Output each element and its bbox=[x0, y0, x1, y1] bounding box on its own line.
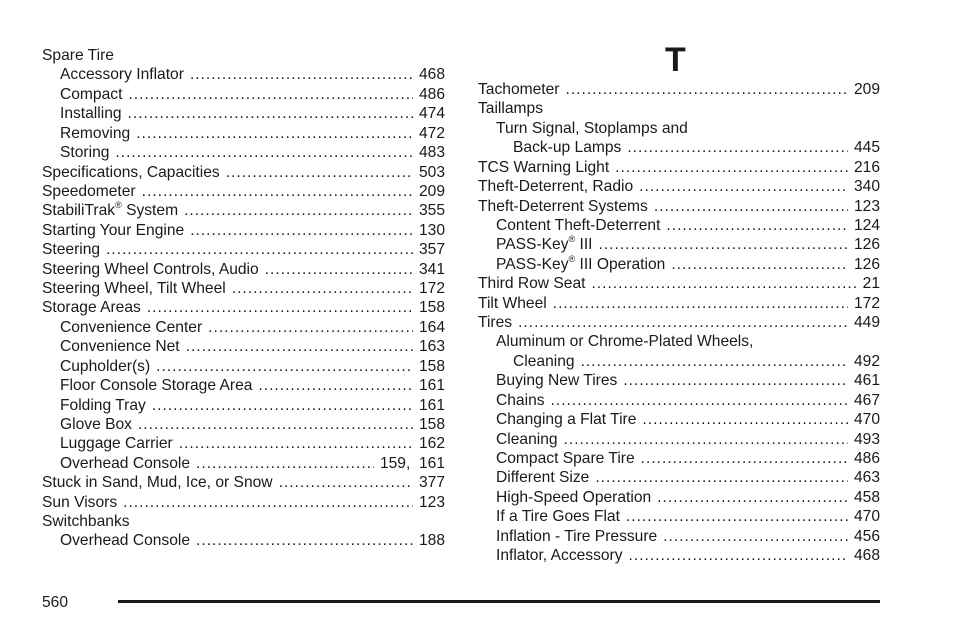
index-entry-page: 468 bbox=[853, 547, 880, 565]
index-entry bbox=[42, 104, 445, 123]
index-entry-page: 470 bbox=[853, 411, 880, 429]
dot-leader bbox=[581, 352, 848, 371]
index-entry bbox=[478, 449, 880, 468]
index-entry-label: Tilt Wheel bbox=[478, 294, 547, 312]
page-number: 560 bbox=[42, 594, 69, 611]
index-entry-page: 130 bbox=[418, 221, 445, 239]
index-entry-page: 188 bbox=[418, 532, 445, 550]
index-entry bbox=[42, 143, 445, 162]
index-entry bbox=[478, 527, 880, 546]
dot-leader bbox=[123, 493, 413, 512]
dot-leader bbox=[128, 85, 413, 104]
index-entry-label: Specifications, Capacities bbox=[42, 163, 220, 181]
index-entry bbox=[42, 396, 445, 415]
index-entry bbox=[478, 313, 880, 332]
index-entry-page: 486 bbox=[853, 449, 880, 467]
index-entry-page: 449 bbox=[853, 314, 880, 332]
index-entry bbox=[42, 279, 445, 298]
index-entry-label: Compact Spare Tire bbox=[496, 449, 635, 467]
index-entry bbox=[42, 124, 445, 143]
dot-leader bbox=[186, 337, 413, 356]
index-entry-page: 461 bbox=[853, 372, 880, 390]
index-entry bbox=[42, 434, 445, 453]
index-entry bbox=[42, 512, 445, 531]
index-entry-page: 158 bbox=[418, 415, 445, 433]
index-entry bbox=[478, 430, 880, 449]
index-entry bbox=[478, 255, 880, 274]
dot-leader bbox=[591, 274, 856, 293]
index-entry-page: 123 bbox=[853, 197, 880, 215]
index-entry bbox=[42, 376, 445, 395]
index-entry-label: Aluminum or Chrome-Plated Wheels, bbox=[496, 333, 754, 351]
index-entry-page: 341 bbox=[418, 260, 445, 278]
registered-mark: ® bbox=[568, 254, 576, 264]
index-entry bbox=[42, 240, 445, 259]
index-entry-label: Tires bbox=[478, 314, 513, 332]
index-entry bbox=[478, 468, 880, 487]
index-entry bbox=[478, 138, 880, 157]
dot-leader bbox=[564, 430, 848, 449]
index-entry-label: Cupholder(s) bbox=[60, 357, 151, 375]
index-entry bbox=[42, 454, 445, 473]
index-entry-label: Glove Box bbox=[60, 415, 132, 433]
index-entry-page: 493 bbox=[853, 430, 880, 448]
dot-leader bbox=[553, 294, 848, 313]
index-entry-page: 158 bbox=[418, 299, 445, 317]
index-entry-page: 126 bbox=[853, 255, 880, 273]
index-entry bbox=[478, 294, 880, 313]
index-entry bbox=[478, 546, 880, 565]
dot-leader bbox=[265, 260, 413, 279]
index-entry-page: 126 bbox=[853, 236, 880, 254]
dot-leader bbox=[599, 235, 848, 254]
dot-leader bbox=[639, 177, 848, 196]
index-entry-label: Storage Areas bbox=[42, 299, 141, 317]
dot-leader bbox=[615, 158, 848, 177]
index-entry-page: 355 bbox=[418, 202, 445, 220]
index-entry-label: Stuck in Sand, Mud, Ice, or Snow bbox=[42, 474, 273, 492]
index-entry-label: Theft-Deterrent Systems bbox=[478, 197, 648, 215]
index-entry-label: TCS Warning Light bbox=[478, 158, 610, 176]
index-entry-page: 123 bbox=[418, 493, 445, 511]
dot-leader bbox=[142, 182, 413, 201]
index-entry-label: Starting Your Engine bbox=[42, 221, 185, 239]
index-entry-page: 467 bbox=[853, 391, 880, 409]
index-entry-page: 474 bbox=[418, 105, 445, 123]
index-entry-label: Turn Signal, Stoplamps and bbox=[496, 119, 688, 137]
index-entry bbox=[42, 85, 445, 104]
index-entry bbox=[478, 235, 880, 254]
index-entry-label: Cleaning bbox=[496, 430, 558, 448]
index-entry-page: 470 bbox=[853, 508, 880, 526]
dot-leader bbox=[232, 279, 413, 298]
index-entry-page: 503 bbox=[418, 163, 445, 181]
index-entry-page: 340 bbox=[853, 178, 880, 196]
dot-leader bbox=[152, 396, 413, 415]
index-entry-label: Different Size bbox=[496, 469, 590, 487]
index-entry-page: 492 bbox=[853, 352, 880, 370]
index-entry-label: Sun Visors bbox=[42, 493, 118, 511]
dot-leader bbox=[627, 138, 848, 157]
index-entry-label: Theft-Deterrent, Radio bbox=[478, 178, 634, 196]
index-entry bbox=[42, 493, 445, 512]
index-entry-page: 456 bbox=[853, 527, 880, 545]
index-entry bbox=[42, 221, 445, 240]
index-entry-page: 172 bbox=[853, 294, 880, 312]
index-entry-label: Steering bbox=[42, 241, 101, 259]
index-entry-label: Content Theft-Deterrent bbox=[496, 216, 661, 234]
dot-leader bbox=[136, 124, 413, 143]
index-entry-label: Installing bbox=[60, 105, 122, 123]
index-entry-label: Inflator, Accessory bbox=[496, 547, 623, 565]
index-entry-page: 124 bbox=[853, 216, 880, 234]
index-entry-page: 377 bbox=[418, 474, 445, 492]
index-entry bbox=[478, 488, 880, 507]
index-entry bbox=[478, 410, 880, 429]
index-entry-page: 162 bbox=[418, 435, 445, 453]
index-entry-page: 164 bbox=[418, 318, 445, 336]
index-entry bbox=[478, 119, 880, 138]
dot-leader bbox=[279, 473, 413, 492]
index-entry-label: Steering Wheel, Tilt Wheel bbox=[42, 280, 226, 298]
index-entry bbox=[478, 99, 880, 118]
index-entry-label: Accessory Inflator bbox=[60, 66, 184, 84]
index-entry-page: 158 bbox=[418, 357, 445, 375]
index-entry bbox=[478, 80, 880, 99]
dot-leader bbox=[623, 371, 848, 390]
index-entry bbox=[42, 260, 445, 279]
dot-leader bbox=[595, 468, 848, 487]
registered-mark: ® bbox=[568, 235, 576, 245]
dot-leader bbox=[226, 163, 413, 182]
index-entry-label: Removing bbox=[60, 124, 131, 142]
index-entry-page: 445 bbox=[853, 139, 880, 157]
index-entry-label: Convenience Center bbox=[60, 318, 203, 336]
index-entry-label: Spare Tire bbox=[42, 46, 114, 64]
index-entry-label: Overhead Console bbox=[60, 454, 191, 472]
dot-leader bbox=[138, 415, 413, 434]
index-entry-label: Cleaning bbox=[513, 352, 575, 370]
index-entry-page: 209 bbox=[853, 80, 880, 98]
section-letter: T bbox=[665, 41, 686, 79]
index-entry-label: Buying New Tires bbox=[496, 372, 618, 390]
index-entry-label: Luggage Carrier bbox=[60, 435, 173, 453]
index-entry-label: Floor Console Storage Area bbox=[60, 377, 253, 395]
index-entry-page: 216 bbox=[853, 158, 880, 176]
index-entry-page: 483 bbox=[418, 144, 445, 162]
index-entry bbox=[42, 532, 445, 551]
index-entry-label: Back-up Lamps bbox=[513, 139, 622, 157]
dot-leader bbox=[179, 434, 413, 453]
dot-leader bbox=[666, 216, 848, 235]
index-entry-label: Third Row Seat bbox=[478, 275, 586, 293]
dot-leader bbox=[663, 527, 848, 546]
index-entry bbox=[42, 415, 445, 434]
index-entry bbox=[478, 371, 880, 390]
index-entry-label: Inflation - Tire Pressure bbox=[496, 527, 658, 545]
dot-leader bbox=[190, 65, 413, 84]
index-entry-page: 463 bbox=[853, 469, 880, 487]
dot-leader bbox=[657, 488, 848, 507]
dot-leader bbox=[115, 143, 413, 162]
index-entry bbox=[42, 163, 445, 182]
dot-leader bbox=[629, 546, 848, 565]
index-entry bbox=[478, 507, 880, 526]
index-entry-label: Tachometer bbox=[478, 80, 560, 98]
index-entry bbox=[42, 298, 445, 317]
index-entry-label: High-Speed Operation bbox=[496, 488, 652, 506]
index-entry-label: Compact bbox=[60, 85, 123, 103]
dot-leader bbox=[626, 507, 848, 526]
index-entry-page: 458 bbox=[853, 488, 880, 506]
index-entry-page: 161 bbox=[418, 396, 445, 414]
index-entry bbox=[42, 65, 445, 84]
dot-leader bbox=[196, 454, 374, 473]
dot-leader bbox=[106, 240, 413, 259]
index-entry-page: 172 bbox=[418, 280, 445, 298]
index-entry-label: If a Tire Goes Flat bbox=[496, 508, 620, 526]
index-entry-page: 159, 161 bbox=[379, 454, 445, 472]
dot-leader bbox=[654, 197, 848, 216]
dot-leader bbox=[642, 410, 848, 429]
dot-leader bbox=[641, 449, 848, 468]
index-entry-label: Taillamps bbox=[478, 100, 543, 118]
dot-leader bbox=[156, 357, 413, 376]
index-entry bbox=[42, 182, 445, 201]
index-entry-page: 472 bbox=[418, 124, 445, 142]
index-entry bbox=[42, 46, 445, 65]
index-entry-label: PASS-Key® III Operation bbox=[496, 254, 666, 273]
index-entry-page: 486 bbox=[418, 85, 445, 103]
index-entry bbox=[478, 216, 880, 235]
index-entry-page: 163 bbox=[418, 338, 445, 356]
index-entry-label: Switchbanks bbox=[42, 513, 130, 531]
index-entry-label: PASS-Key® III bbox=[496, 235, 593, 254]
index-entry-label: Overhead Console bbox=[60, 532, 191, 550]
dot-leader bbox=[551, 391, 848, 410]
index-entry bbox=[42, 337, 445, 356]
index-entry-page: 468 bbox=[418, 66, 445, 84]
index-entry bbox=[478, 197, 880, 216]
index-entry-page: 357 bbox=[418, 241, 445, 259]
index-entry-label: Changing a Flat Tire bbox=[496, 411, 637, 429]
dot-leader bbox=[184, 201, 413, 220]
index-entry-label: Convenience Net bbox=[60, 338, 180, 356]
index-entry bbox=[478, 352, 880, 371]
index-entry bbox=[42, 318, 445, 337]
index-entry bbox=[42, 357, 445, 376]
index-entry bbox=[478, 332, 880, 351]
dot-leader bbox=[147, 298, 413, 317]
dot-leader bbox=[190, 221, 413, 240]
registered-mark: ® bbox=[115, 201, 122, 211]
dot-leader bbox=[196, 532, 413, 551]
dot-leader bbox=[208, 318, 413, 337]
index-entry-label: Steering Wheel Controls, Audio bbox=[42, 260, 259, 278]
index-entry-label: Chains bbox=[496, 391, 545, 409]
index-entry bbox=[42, 473, 445, 492]
dot-leader bbox=[671, 255, 848, 274]
index-entry bbox=[42, 201, 445, 220]
index-entry bbox=[478, 177, 880, 196]
index-entry-page: 21 bbox=[862, 275, 880, 293]
dot-leader bbox=[128, 104, 413, 123]
index-entry-label: Folding Tray bbox=[60, 396, 146, 414]
index-entry-label: Speedometer bbox=[42, 182, 136, 200]
index-entry-label: Storing bbox=[60, 144, 110, 162]
index-entry bbox=[478, 391, 880, 410]
index-entry-page: 161 bbox=[418, 377, 445, 395]
footer-rule bbox=[118, 600, 880, 603]
index-entry bbox=[478, 274, 880, 293]
index-entry bbox=[478, 158, 880, 177]
dot-leader bbox=[258, 376, 413, 395]
dot-leader bbox=[518, 313, 848, 332]
dot-leader bbox=[565, 80, 847, 99]
index-entry-label: StabiliTrak® System bbox=[42, 201, 179, 220]
index-entry-page: 209 bbox=[418, 182, 445, 200]
